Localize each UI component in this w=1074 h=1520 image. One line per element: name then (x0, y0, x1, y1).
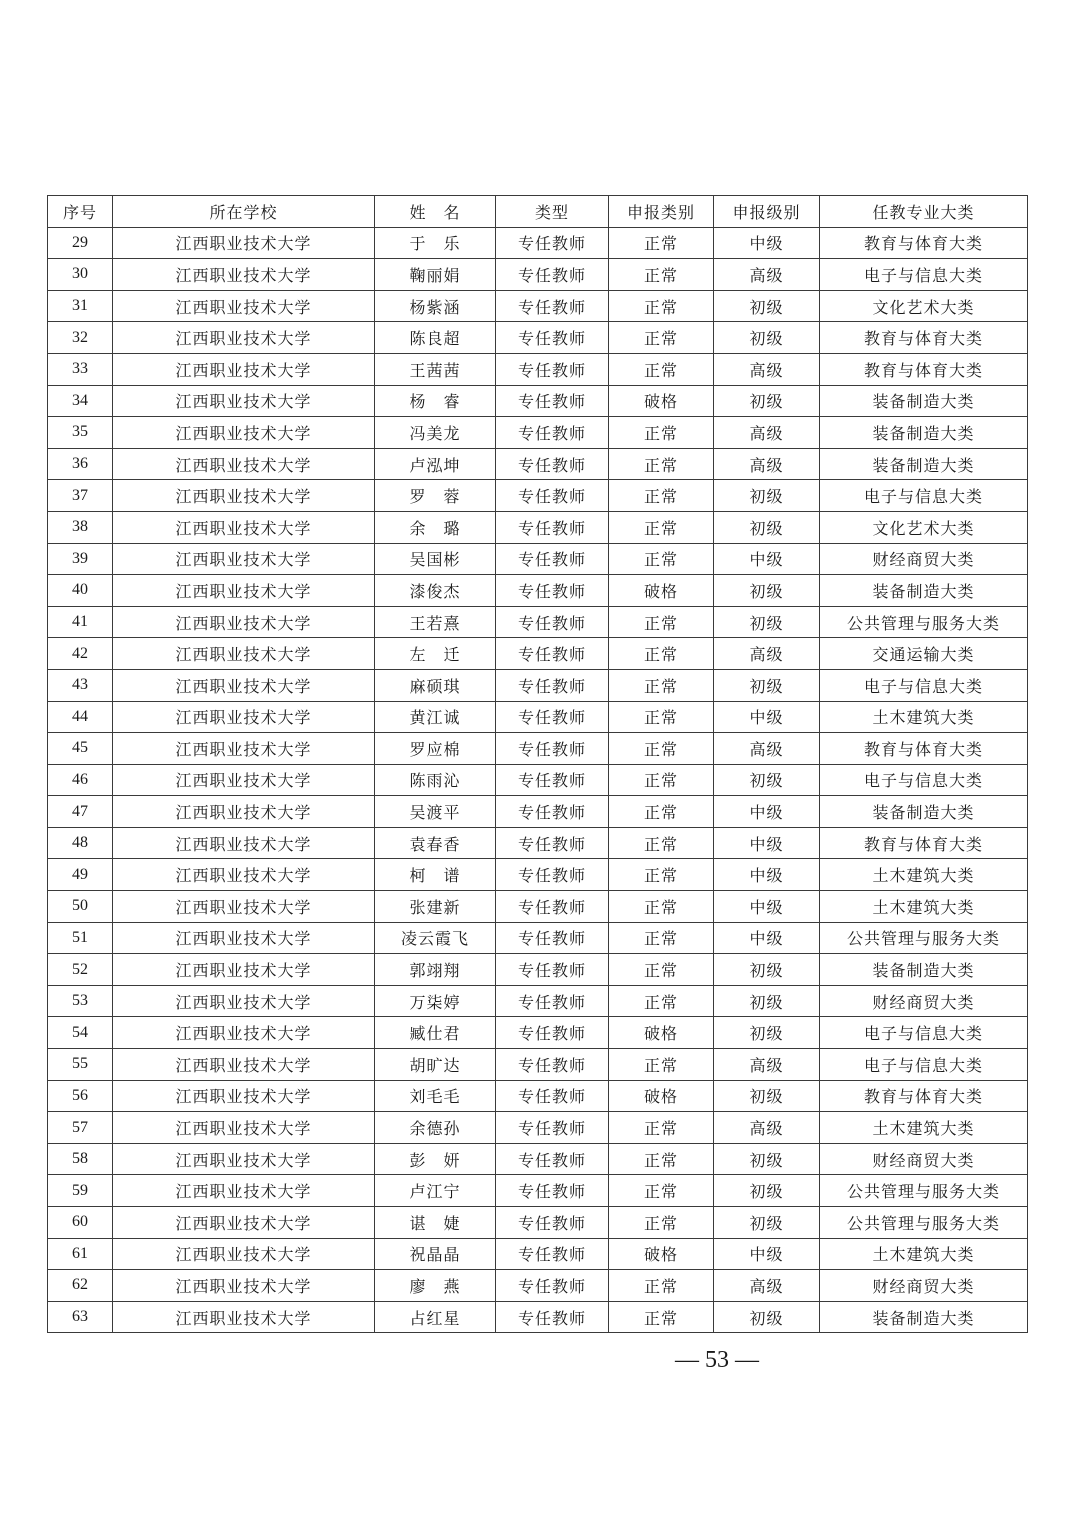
cell-apply-level: 高级 (714, 417, 820, 449)
cell-major-category: 土木建筑大类 (820, 891, 1028, 923)
cell-apply-level: 中级 (714, 701, 820, 733)
cell-major-category: 公共管理与服务大类 (820, 606, 1028, 638)
cell-type: 专任教师 (496, 511, 609, 543)
cell-seq: 40 (48, 575, 113, 607)
table-row (48, 796, 1028, 828)
cell-name: 彭 妍 (375, 1143, 496, 1175)
teacher-list-table-container (47, 195, 1027, 1333)
cell-type: 专任教师 (496, 764, 609, 796)
table-row (48, 827, 1028, 859)
cell-seq: 54 (48, 1017, 113, 1049)
cell-apply-category: 正常 (609, 701, 714, 733)
cell-name: 卢江宁 (375, 1175, 496, 1207)
cell-name: 罗应棉 (375, 733, 496, 765)
cell-apply-level: 初级 (714, 1017, 820, 1049)
cell-apply-level: 高级 (714, 1049, 820, 1081)
cell-apply-level: 中级 (714, 796, 820, 828)
table-row (48, 448, 1028, 480)
table-row (48, 353, 1028, 385)
cell-apply-category: 破格 (609, 1238, 714, 1270)
table-row (48, 764, 1028, 796)
table-row (48, 259, 1028, 291)
cell-major-category: 教育与体育大类 (820, 1080, 1028, 1112)
cell-school: 江西职业技术大学 (113, 322, 375, 354)
cell-apply-category: 正常 (609, 322, 714, 354)
cell-school: 江西职业技术大学 (113, 1270, 375, 1302)
cell-school: 江西职业技术大学 (113, 480, 375, 512)
cell-major-category: 电子与信息大类 (820, 259, 1028, 291)
cell-major-category: 装备制造大类 (820, 385, 1028, 417)
cell-major-category: 文化艺术大类 (820, 290, 1028, 322)
cell-seq: 36 (48, 448, 113, 480)
cell-name: 左 迁 (375, 638, 496, 670)
cell-apply-category: 正常 (609, 827, 714, 859)
cell-major-category: 教育与体育大类 (820, 227, 1028, 259)
cell-school: 江西职业技术大学 (113, 985, 375, 1017)
cell-major-category: 电子与信息大类 (820, 764, 1028, 796)
cell-type: 专任教师 (496, 669, 609, 701)
cell-type: 专任教师 (496, 1175, 609, 1207)
cell-type: 专任教师 (496, 1301, 609, 1333)
cell-seq: 33 (48, 353, 113, 385)
cell-apply-level: 初级 (714, 480, 820, 512)
cell-seq: 49 (48, 859, 113, 891)
cell-apply-level: 初级 (714, 764, 820, 796)
table-body (48, 227, 1028, 1333)
cell-seq: 29 (48, 227, 113, 259)
header-name: 姓 名 (375, 196, 496, 228)
cell-school: 江西职业技术大学 (113, 227, 375, 259)
header-seq: 序号 (48, 196, 113, 228)
table-row (48, 1207, 1028, 1239)
cell-seq: 30 (48, 259, 113, 291)
cell-apply-category: 破格 (609, 385, 714, 417)
cell-type: 专任教师 (496, 796, 609, 828)
cell-school: 江西职业技术大学 (113, 353, 375, 385)
cell-apply-category: 正常 (609, 543, 714, 575)
cell-name: 王茜茜 (375, 353, 496, 385)
cell-school: 江西职业技术大学 (113, 764, 375, 796)
cell-apply-level: 初级 (714, 1207, 820, 1239)
cell-major-category: 公共管理与服务大类 (820, 922, 1028, 954)
cell-apply-category: 正常 (609, 796, 714, 828)
cell-type: 专任教师 (496, 448, 609, 480)
cell-apply-category: 正常 (609, 859, 714, 891)
cell-apply-category: 正常 (609, 733, 714, 765)
table-header-row (48, 196, 1028, 228)
cell-type: 专任教师 (496, 1049, 609, 1081)
cell-seq: 31 (48, 290, 113, 322)
cell-major-category: 财经商贸大类 (820, 1143, 1028, 1175)
cell-school: 江西职业技术大学 (113, 290, 375, 322)
cell-apply-category: 正常 (609, 1112, 714, 1144)
cell-apply-level: 高级 (714, 1112, 820, 1144)
cell-apply-category: 正常 (609, 764, 714, 796)
cell-seq: 46 (48, 764, 113, 796)
header-apply-category: 申报类别 (609, 196, 714, 228)
cell-apply-category: 正常 (609, 227, 714, 259)
cell-apply-level: 初级 (714, 1301, 820, 1333)
cell-type: 专任教师 (496, 1017, 609, 1049)
cell-major-category: 教育与体育大类 (820, 827, 1028, 859)
cell-name: 廖 燕 (375, 1270, 496, 1302)
cell-apply-level: 初级 (714, 954, 820, 986)
table-row (48, 985, 1028, 1017)
table-row (48, 954, 1028, 986)
table-row (48, 543, 1028, 575)
cell-seq: 58 (48, 1143, 113, 1175)
cell-apply-category: 正常 (609, 1207, 714, 1239)
cell-apply-level: 初级 (714, 385, 820, 417)
cell-apply-level: 初级 (714, 575, 820, 607)
cell-seq: 52 (48, 954, 113, 986)
cell-major-category: 公共管理与服务大类 (820, 1175, 1028, 1207)
cell-apply-category: 正常 (609, 259, 714, 291)
cell-apply-category: 破格 (609, 1017, 714, 1049)
cell-name: 黄江诚 (375, 701, 496, 733)
cell-major-category: 财经商贸大类 (820, 1270, 1028, 1302)
cell-type: 专任教师 (496, 322, 609, 354)
cell-type: 专任教师 (496, 543, 609, 575)
cell-apply-category: 破格 (609, 1080, 714, 1112)
cell-apply-category: 正常 (609, 954, 714, 986)
cell-name: 鞠丽娟 (375, 259, 496, 291)
cell-school: 江西职业技术大学 (113, 1207, 375, 1239)
cell-apply-level: 高级 (714, 259, 820, 291)
cell-school: 江西职业技术大学 (113, 1049, 375, 1081)
cell-major-category: 土木建筑大类 (820, 1238, 1028, 1270)
cell-name: 占红星 (375, 1301, 496, 1333)
cell-apply-category: 正常 (609, 417, 714, 449)
cell-school: 江西职业技术大学 (113, 1238, 375, 1270)
cell-apply-level: 高级 (714, 638, 820, 670)
cell-name: 胡旷达 (375, 1049, 496, 1081)
cell-seq: 38 (48, 511, 113, 543)
table-row (48, 1080, 1028, 1112)
cell-apply-level: 初级 (714, 511, 820, 543)
cell-seq: 44 (48, 701, 113, 733)
table-row (48, 1270, 1028, 1302)
cell-name: 余德孙 (375, 1112, 496, 1144)
cell-apply-level: 中级 (714, 859, 820, 891)
cell-name: 于 乐 (375, 227, 496, 259)
cell-school: 江西职业技术大学 (113, 417, 375, 449)
cell-apply-level: 初级 (714, 606, 820, 638)
cell-seq: 57 (48, 1112, 113, 1144)
cell-seq: 61 (48, 1238, 113, 1270)
cell-apply-category: 正常 (609, 669, 714, 701)
cell-seq: 50 (48, 891, 113, 923)
header-apply-level: 申报级别 (714, 196, 820, 228)
cell-name: 袁春香 (375, 827, 496, 859)
cell-name: 臧仕君 (375, 1017, 496, 1049)
cell-type: 专任教师 (496, 227, 609, 259)
cell-school: 江西职业技术大学 (113, 796, 375, 828)
cell-apply-category: 正常 (609, 1301, 714, 1333)
cell-school: 江西职业技术大学 (113, 638, 375, 670)
cell-apply-level: 高级 (714, 1270, 820, 1302)
cell-school: 江西职业技术大学 (113, 1017, 375, 1049)
cell-name: 漆俊杰 (375, 575, 496, 607)
cell-major-category: 装备制造大类 (820, 575, 1028, 607)
cell-type: 专任教师 (496, 954, 609, 986)
cell-type: 专任教师 (496, 290, 609, 322)
cell-name: 陈良超 (375, 322, 496, 354)
table-row (48, 575, 1028, 607)
cell-school: 江西职业技术大学 (113, 669, 375, 701)
table-row (48, 1049, 1028, 1081)
cell-school: 江西职业技术大学 (113, 448, 375, 480)
cell-major-category: 财经商贸大类 (820, 985, 1028, 1017)
header-major-category: 任教专业大类 (820, 196, 1028, 228)
cell-apply-level: 初级 (714, 290, 820, 322)
cell-name: 刘毛毛 (375, 1080, 496, 1112)
cell-major-category: 土木建筑大类 (820, 1112, 1028, 1144)
cell-name: 祝晶晶 (375, 1238, 496, 1270)
cell-seq: 45 (48, 733, 113, 765)
cell-school: 江西职业技术大学 (113, 827, 375, 859)
table-row (48, 638, 1028, 670)
cell-apply-category: 正常 (609, 1143, 714, 1175)
cell-major-category: 装备制造大类 (820, 796, 1028, 828)
cell-apply-category: 正常 (609, 511, 714, 543)
cell-school: 江西职业技术大学 (113, 733, 375, 765)
cell-type: 专任教师 (496, 417, 609, 449)
cell-school: 江西职业技术大学 (113, 891, 375, 923)
cell-type: 专任教师 (496, 606, 609, 638)
cell-type: 专任教师 (496, 859, 609, 891)
cell-name: 吴国彬 (375, 543, 496, 575)
cell-major-category: 电子与信息大类 (820, 1017, 1028, 1049)
cell-name: 谌 婕 (375, 1207, 496, 1239)
cell-major-category: 公共管理与服务大类 (820, 1207, 1028, 1239)
cell-name: 余 璐 (375, 511, 496, 543)
cell-seq: 43 (48, 669, 113, 701)
teacher-list-table (47, 195, 1028, 1333)
cell-type: 专任教师 (496, 985, 609, 1017)
cell-seq: 53 (48, 985, 113, 1017)
cell-apply-category: 正常 (609, 353, 714, 385)
cell-seq: 59 (48, 1175, 113, 1207)
cell-name: 吴渡平 (375, 796, 496, 828)
cell-seq: 63 (48, 1301, 113, 1333)
cell-apply-level: 中级 (714, 1238, 820, 1270)
table-row (48, 1112, 1028, 1144)
cell-major-category: 装备制造大类 (820, 448, 1028, 480)
cell-apply-category: 破格 (609, 575, 714, 607)
cell-type: 专任教师 (496, 701, 609, 733)
cell-type: 专任教师 (496, 480, 609, 512)
cell-seq: 37 (48, 480, 113, 512)
cell-major-category: 电子与信息大类 (820, 480, 1028, 512)
cell-seq: 62 (48, 1270, 113, 1302)
cell-school: 江西职业技术大学 (113, 385, 375, 417)
cell-school: 江西职业技术大学 (113, 606, 375, 638)
table-row (48, 385, 1028, 417)
table-row (48, 733, 1028, 765)
table-row (48, 1017, 1028, 1049)
cell-apply-level: 中级 (714, 891, 820, 923)
cell-school: 江西职业技术大学 (113, 1143, 375, 1175)
cell-seq: 32 (48, 322, 113, 354)
cell-major-category: 文化艺术大类 (820, 511, 1028, 543)
cell-major-category: 装备制造大类 (820, 1301, 1028, 1333)
cell-type: 专任教师 (496, 922, 609, 954)
cell-apply-level: 初级 (714, 1175, 820, 1207)
page-number: — 53 — (675, 1347, 759, 1373)
table-row (48, 227, 1028, 259)
cell-name: 杨 睿 (375, 385, 496, 417)
cell-school: 江西职业技术大学 (113, 922, 375, 954)
table-row (48, 922, 1028, 954)
cell-name: 凌云霞飞 (375, 922, 496, 954)
cell-school: 江西职业技术大学 (113, 1080, 375, 1112)
table-row (48, 606, 1028, 638)
cell-type: 专任教师 (496, 891, 609, 923)
cell-seq: 41 (48, 606, 113, 638)
cell-name: 麻硕琪 (375, 669, 496, 701)
cell-major-category: 教育与体育大类 (820, 322, 1028, 354)
cell-apply-category: 正常 (609, 922, 714, 954)
cell-seq: 48 (48, 827, 113, 859)
cell-school: 江西职业技术大学 (113, 575, 375, 607)
cell-major-category: 电子与信息大类 (820, 1049, 1028, 1081)
cell-type: 专任教师 (496, 259, 609, 291)
cell-name: 杨紫涵 (375, 290, 496, 322)
table-row (48, 480, 1028, 512)
cell-major-category: 土木建筑大类 (820, 859, 1028, 891)
cell-apply-category: 正常 (609, 606, 714, 638)
table-row (48, 1143, 1028, 1175)
table-row (48, 669, 1028, 701)
cell-apply-level: 初级 (714, 985, 820, 1017)
cell-apply-level: 初级 (714, 1080, 820, 1112)
table-row (48, 859, 1028, 891)
table-row (48, 322, 1028, 354)
cell-seq: 56 (48, 1080, 113, 1112)
cell-school: 江西职业技术大学 (113, 511, 375, 543)
cell-seq: 47 (48, 796, 113, 828)
cell-seq: 35 (48, 417, 113, 449)
cell-apply-level: 高级 (714, 448, 820, 480)
cell-apply-category: 正常 (609, 1049, 714, 1081)
cell-seq: 60 (48, 1207, 113, 1239)
cell-apply-category: 正常 (609, 448, 714, 480)
cell-school: 江西职业技术大学 (113, 1301, 375, 1333)
cell-school: 江西职业技术大学 (113, 701, 375, 733)
cell-school: 江西职业技术大学 (113, 954, 375, 986)
cell-seq: 39 (48, 543, 113, 575)
table-row (48, 891, 1028, 923)
cell-major-category: 教育与体育大类 (820, 353, 1028, 385)
cell-apply-level: 中级 (714, 827, 820, 859)
table-row (48, 511, 1028, 543)
table-row (48, 1238, 1028, 1270)
table-row (48, 1175, 1028, 1207)
cell-major-category: 装备制造大类 (820, 417, 1028, 449)
cell-name: 张建新 (375, 891, 496, 923)
cell-major-category: 装备制造大类 (820, 954, 1028, 986)
cell-type: 专任教师 (496, 575, 609, 607)
cell-major-category: 财经商贸大类 (820, 543, 1028, 575)
cell-type: 专任教师 (496, 733, 609, 765)
cell-type: 专任教师 (496, 353, 609, 385)
cell-apply-level: 中级 (714, 227, 820, 259)
cell-name: 卢泓坤 (375, 448, 496, 480)
cell-type: 专任教师 (496, 827, 609, 859)
cell-apply-level: 高级 (714, 353, 820, 385)
cell-school: 江西职业技术大学 (113, 1112, 375, 1144)
cell-type: 专任教师 (496, 1112, 609, 1144)
cell-apply-category: 正常 (609, 480, 714, 512)
cell-type: 专任教师 (496, 1270, 609, 1302)
cell-seq: 34 (48, 385, 113, 417)
cell-seq: 55 (48, 1049, 113, 1081)
table-row (48, 417, 1028, 449)
cell-major-category: 交通运输大类 (820, 638, 1028, 670)
cell-major-category: 教育与体育大类 (820, 733, 1028, 765)
cell-type: 专任教师 (496, 638, 609, 670)
cell-apply-category: 正常 (609, 985, 714, 1017)
cell-apply-category: 正常 (609, 638, 714, 670)
cell-apply-level: 中级 (714, 922, 820, 954)
cell-type: 专任教师 (496, 1238, 609, 1270)
cell-name: 王若熹 (375, 606, 496, 638)
cell-apply-category: 正常 (609, 891, 714, 923)
cell-name: 万柒婷 (375, 985, 496, 1017)
cell-major-category: 土木建筑大类 (820, 701, 1028, 733)
cell-type: 专任教师 (496, 1143, 609, 1175)
cell-major-category: 电子与信息大类 (820, 669, 1028, 701)
cell-apply-level: 中级 (714, 543, 820, 575)
cell-apply-category: 正常 (609, 1175, 714, 1207)
cell-seq: 42 (48, 638, 113, 670)
cell-name: 郭翊翔 (375, 954, 496, 986)
cell-apply-category: 正常 (609, 290, 714, 322)
cell-name: 柯 谱 (375, 859, 496, 891)
cell-apply-level: 高级 (714, 733, 820, 765)
cell-apply-level: 初级 (714, 1143, 820, 1175)
cell-school: 江西职业技术大学 (113, 259, 375, 291)
cell-name: 陈雨沁 (375, 764, 496, 796)
cell-seq: 51 (48, 922, 113, 954)
header-school: 所在学校 (113, 196, 375, 228)
cell-type: 专任教师 (496, 385, 609, 417)
cell-school: 江西职业技术大学 (113, 859, 375, 891)
table-row (48, 1301, 1028, 1333)
table-row (48, 701, 1028, 733)
header-type: 类型 (496, 196, 609, 228)
cell-school: 江西职业技术大学 (113, 1175, 375, 1207)
cell-name: 罗 蓉 (375, 480, 496, 512)
cell-school: 江西职业技术大学 (113, 543, 375, 575)
cell-apply-level: 初级 (714, 669, 820, 701)
cell-apply-category: 正常 (609, 1270, 714, 1302)
cell-apply-level: 初级 (714, 322, 820, 354)
cell-type: 专任教师 (496, 1207, 609, 1239)
cell-name: 冯美龙 (375, 417, 496, 449)
cell-type: 专任教师 (496, 1080, 609, 1112)
table-row (48, 290, 1028, 322)
